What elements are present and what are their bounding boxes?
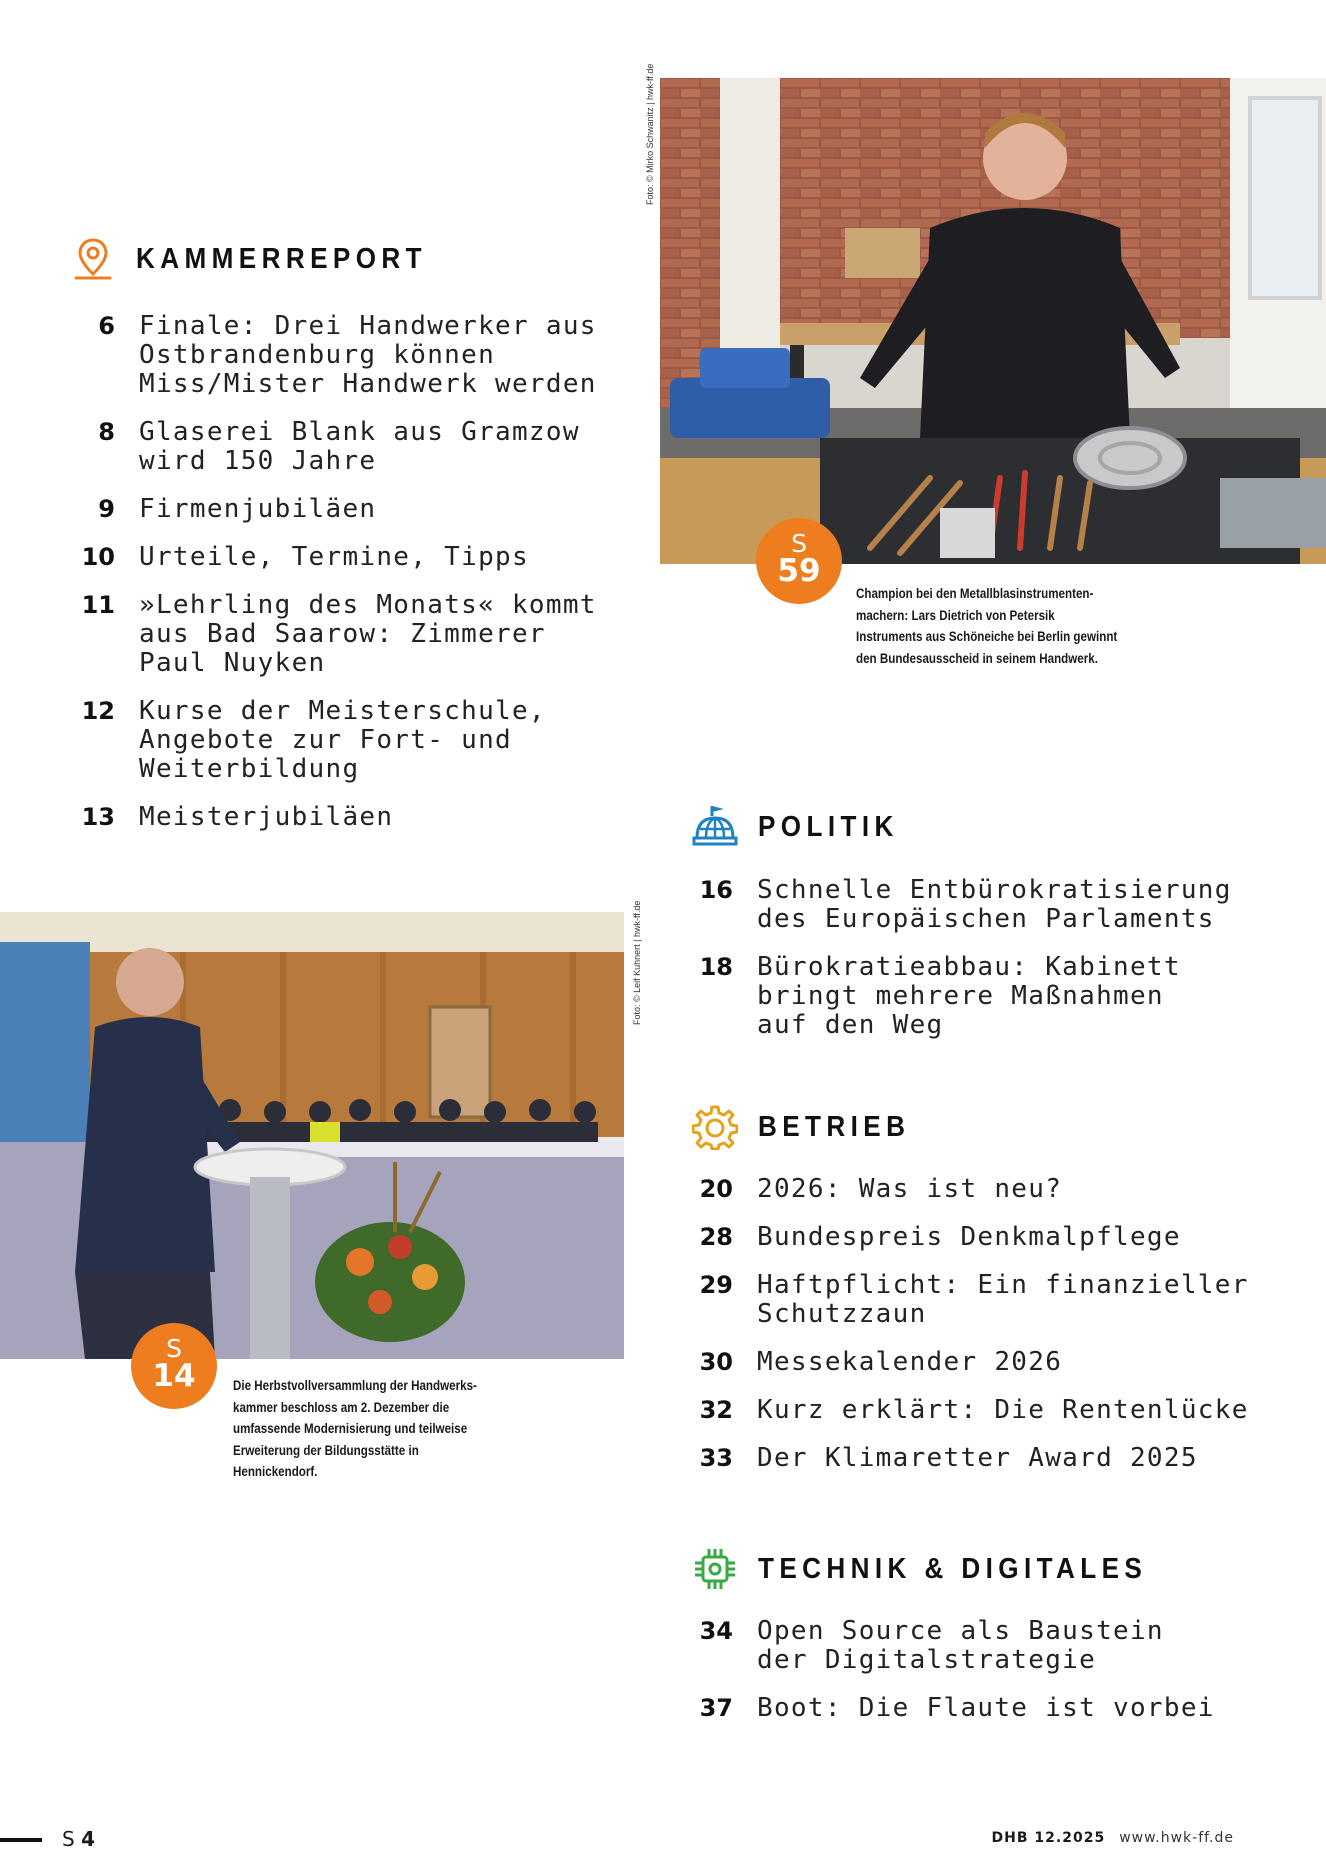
- photo-credit: Foto: © Mirko Schwanitz | hwk-ff.de: [645, 63, 655, 205]
- toc-entry[interactable]: [25, 591, 645, 678]
- article-title: Kurse der Meisterschule, Angebote zur Fort- und Weiterbildung: [139, 696, 546, 784]
- section-title: KAMMERREPORT: [136, 242, 428, 275]
- toc-entry[interactable]: [675, 1175, 1325, 1204]
- article-title: Schnelle Entbürokratisierung des Europäischen Parlaments: [757, 875, 1232, 934]
- section-header-betrieb: [692, 1104, 927, 1150]
- page-number: 34: [699, 1617, 733, 1645]
- toc-politik: [675, 876, 1325, 1059]
- page-number: 13: [81, 803, 115, 831]
- article-title: Bürokratieabbau: Kabinett bringt mehrere Maßnahmen auf den Weg: [757, 952, 1181, 1040]
- toc-entry[interactable]: [675, 1396, 1325, 1425]
- page-number: 12: [81, 697, 115, 725]
- badge-number: 59: [777, 553, 821, 589]
- magazine-footer: [992, 1830, 1234, 1846]
- section-title: BETRIEB: [758, 1110, 911, 1143]
- section-title: TECHNIK & DIGITALES: [758, 1552, 1148, 1585]
- page-badge-14[interactable]: [131, 1323, 217, 1409]
- page-number: 9: [98, 495, 115, 523]
- article-title: Urteile, Termine, Tipps: [139, 542, 529, 572]
- article-title: Open Source als Baustein der Digitalstrategie: [757, 1616, 1164, 1675]
- article-title: 2026: Was ist neu?: [757, 1174, 1063, 1204]
- badge-prefix: S: [791, 529, 807, 558]
- badge-prefix: S: [166, 1334, 182, 1363]
- toc-entry[interactable]: [675, 1348, 1325, 1377]
- photo-caption: Die Herbstvollversammlung der Handwerks- kammer beschloss am 2. Dezember die umfassende Modernisierung und teilweise Erweiterung der Bildungsstätte in Hennickendorf.: [233, 1378, 477, 1479]
- article-title: Glaserei Blank aus Gramzow wird 150 Jahre: [139, 417, 580, 476]
- article-title: »Lehrling des Monats« kommt aus Bad Saarow: Zimmerer Paul Nuyken: [139, 590, 597, 678]
- photo-caption: Champion bei den Metallblasinstrumenten- machern: Lars Dietrich von Petersik Instruments aus Schöneiche bei Berlin gewinnt den Bundesausscheid in seinem Handwerk.: [856, 586, 1118, 666]
- page-number-footer: [62, 1827, 95, 1851]
- badge-number: 14: [152, 1358, 196, 1394]
- parliament-dome-icon: [692, 804, 738, 850]
- toc-kammerreport: [25, 312, 645, 851]
- chip-icon: [692, 1546, 738, 1592]
- page-number: 29: [699, 1271, 733, 1299]
- assembly-photo-illustration: [0, 912, 624, 1363]
- page-number: 18: [699, 953, 733, 981]
- article-title: Messekalender 2026: [757, 1347, 1063, 1377]
- toc-entry[interactable]: [25, 418, 645, 476]
- page-number: 32: [699, 1396, 733, 1424]
- page-number: 11: [81, 591, 115, 619]
- page-number: 20: [699, 1175, 733, 1203]
- section-header-kammerreport: [70, 236, 459, 282]
- toc-entry[interactable]: [675, 1694, 1325, 1723]
- magazine-issue: DHB 12.2025: [991, 1830, 1106, 1846]
- current-page-number: 4: [81, 1827, 95, 1851]
- page-number: 28: [699, 1223, 733, 1251]
- assembly-photo: [0, 912, 624, 1363]
- article-title: Firmenjubiläen: [139, 494, 377, 524]
- page-number: 33: [699, 1444, 733, 1472]
- toc-entry[interactable]: [25, 312, 645, 399]
- toc-entry[interactable]: [25, 543, 645, 572]
- page-number: 10: [81, 543, 115, 571]
- article-title: Finale: Drei Handwerker aus Ostbrandenburg können Miss/Mister Handwerk werden: [139, 311, 597, 399]
- page-number: 16: [699, 876, 733, 904]
- toc-entry[interactable]: [25, 495, 645, 524]
- page-badge-59[interactable]: [756, 518, 842, 604]
- section-title: POLITIK: [758, 810, 899, 843]
- footer-rule: [0, 1838, 42, 1842]
- article-title: Der Klimaretter Award 2025: [757, 1443, 1198, 1473]
- article-title: Meisterjubiläen: [139, 802, 394, 832]
- toc-entry[interactable]: [675, 876, 1325, 934]
- article-title: Boot: Die Flaute ist vorbei: [757, 1693, 1215, 1723]
- gear-icon: [692, 1104, 738, 1150]
- toc-entry[interactable]: [675, 1444, 1325, 1473]
- website-link[interactable]: www.hwk-ff.de: [1119, 1830, 1234, 1846]
- page-prefix: S: [62, 1827, 75, 1851]
- workshop-photo-illustration: [660, 78, 1326, 564]
- toc-entry[interactable]: [25, 697, 645, 784]
- page-number: 30: [699, 1348, 733, 1376]
- article-title: Kurz erklärt: Die Rentenlücke: [757, 1395, 1249, 1425]
- article-title: Haftpflicht: Ein finanzieller Schutzzaun: [757, 1270, 1249, 1329]
- toc-betrieb: [675, 1175, 1325, 1492]
- page-number: 6: [98, 312, 115, 340]
- toc-entry[interactable]: [675, 1223, 1325, 1252]
- article-title: Bundespreis Denkmalpflege: [757, 1222, 1181, 1252]
- map-pin-icon: [70, 236, 116, 282]
- toc-technik: [675, 1617, 1325, 1742]
- workshop-photo: [660, 78, 1326, 564]
- toc-entry[interactable]: [675, 953, 1325, 1040]
- photo-credit: Foto: © Leif Kuhnert | hwk-ff.de: [632, 900, 642, 1025]
- section-header-politik: [692, 804, 914, 850]
- toc-entry[interactable]: [25, 803, 645, 832]
- page-number: 37: [699, 1694, 733, 1722]
- toc-entry[interactable]: [675, 1271, 1325, 1329]
- section-header-technik: [692, 1546, 1190, 1592]
- toc-entry[interactable]: [675, 1617, 1325, 1675]
- page-number: 8: [98, 418, 115, 446]
